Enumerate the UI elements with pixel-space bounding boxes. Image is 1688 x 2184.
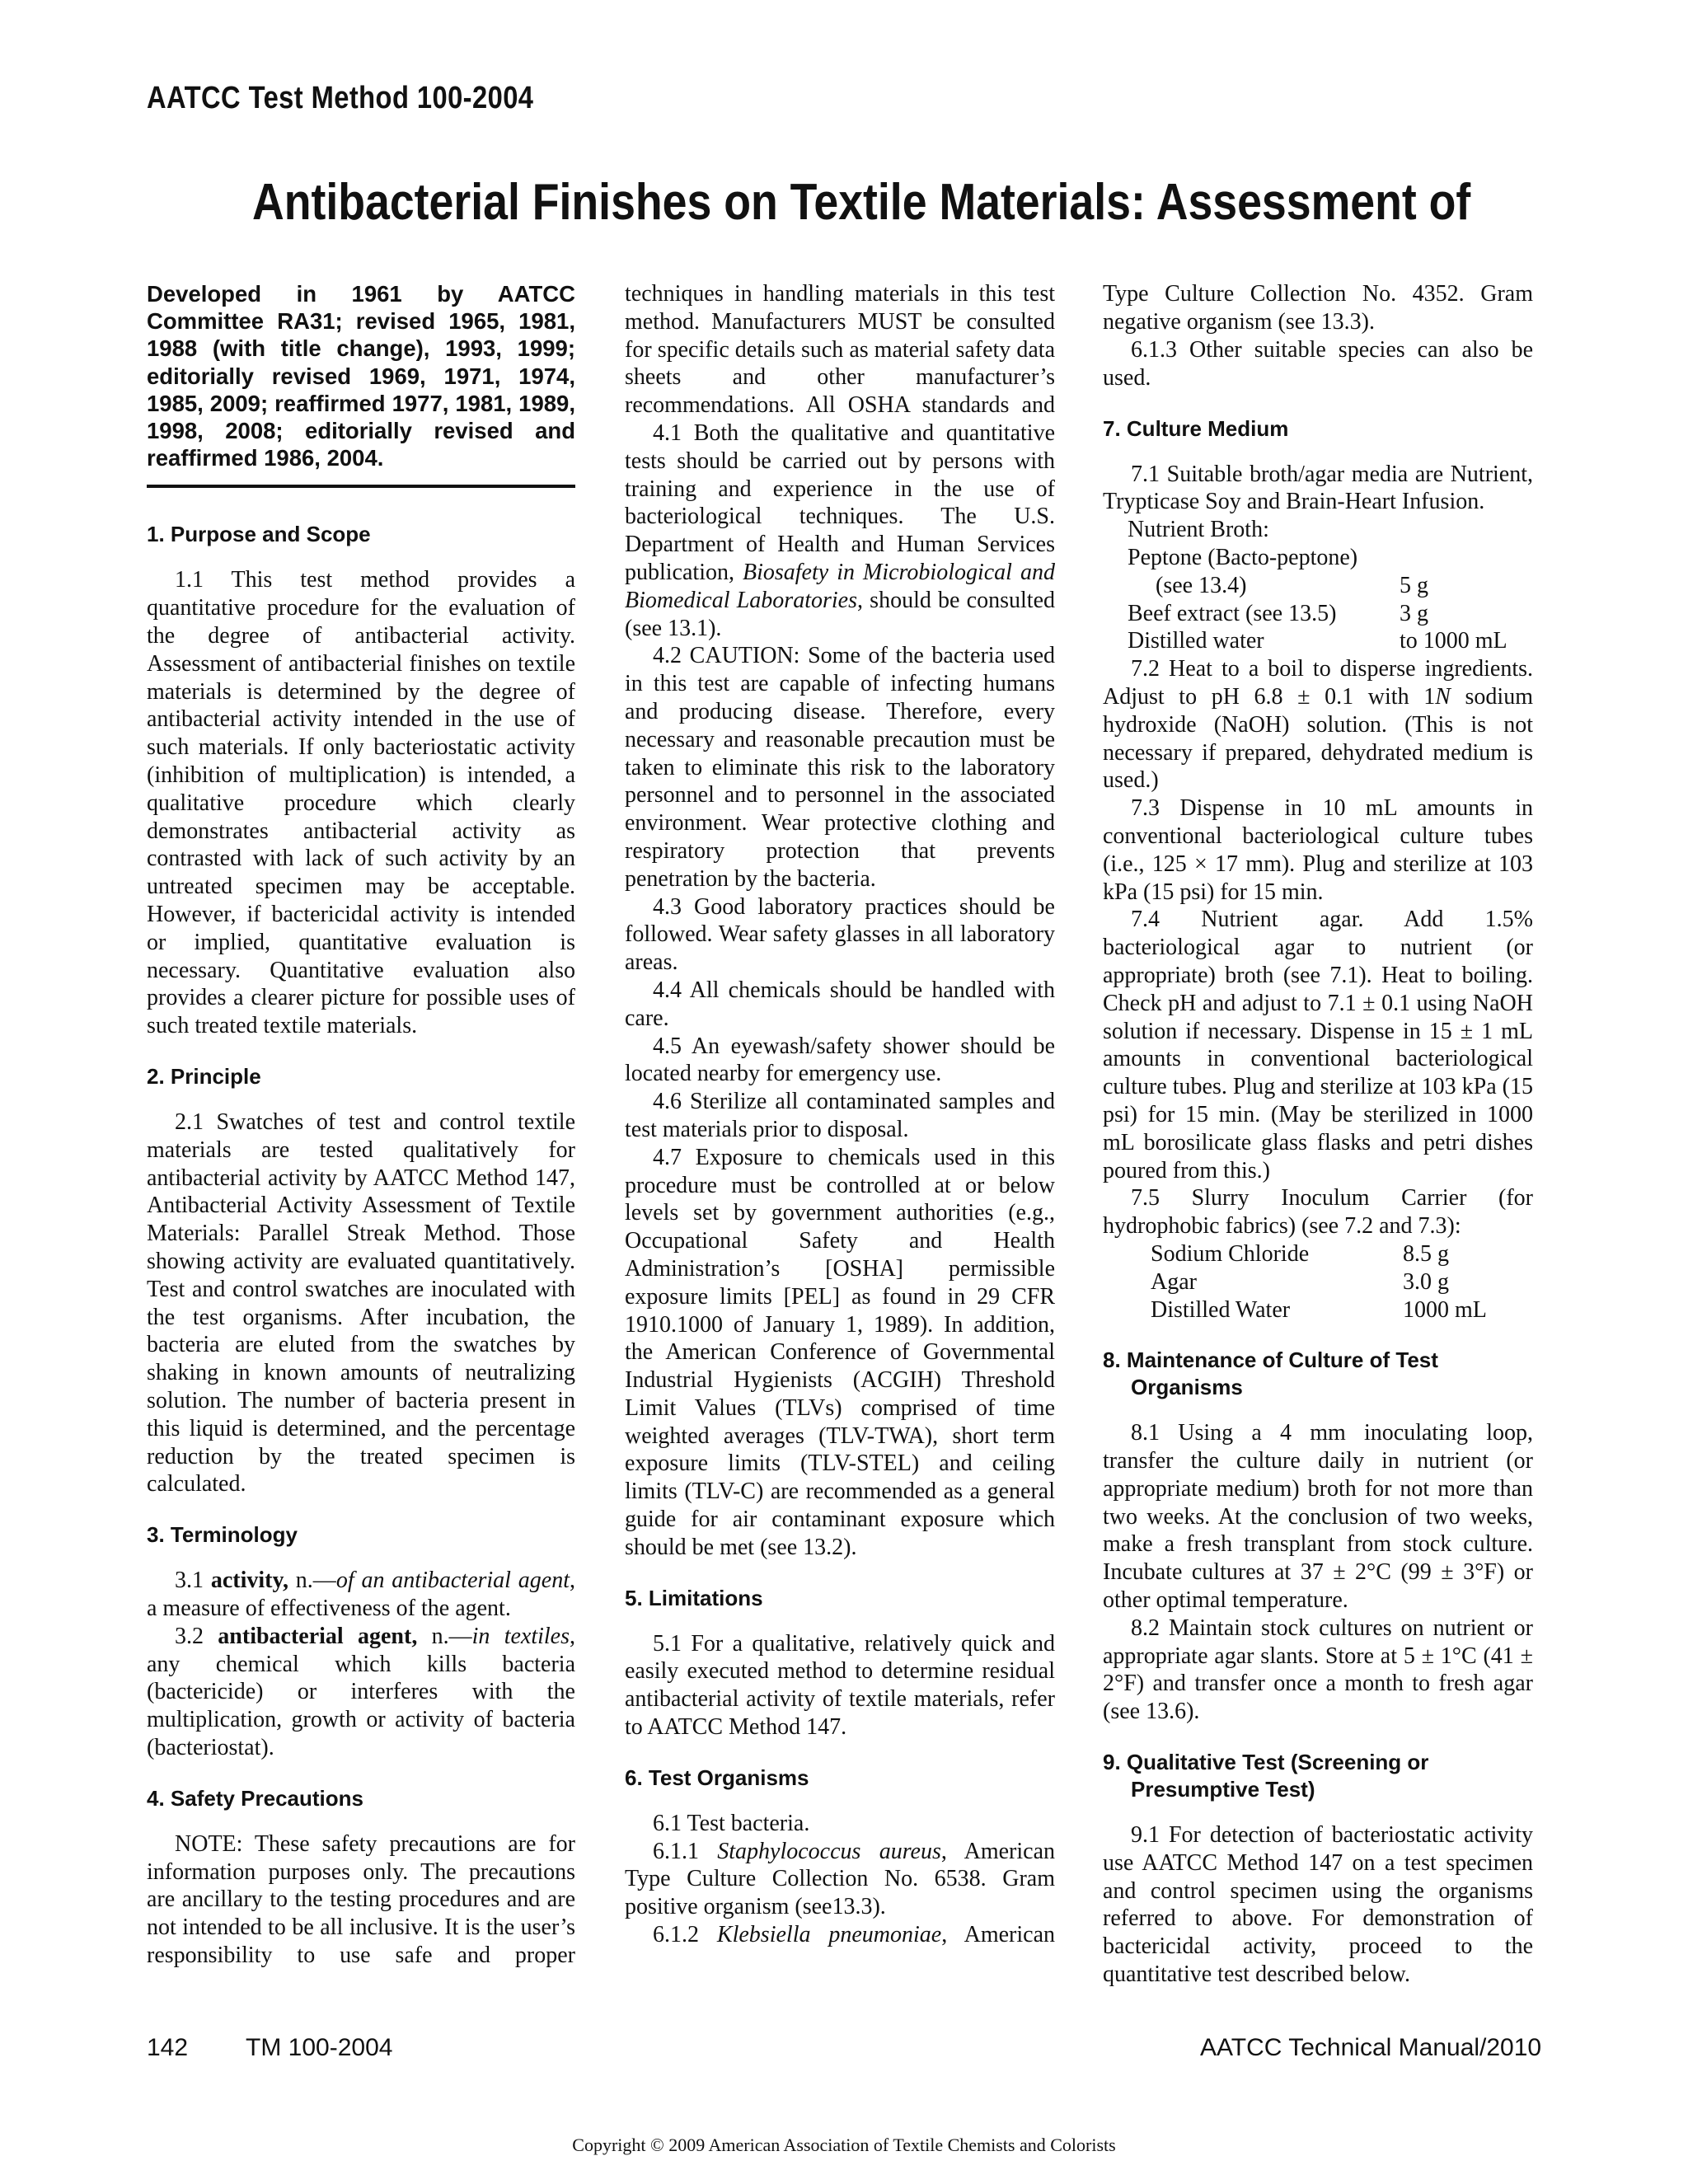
term-activity: 3.1 activity, n.—of an antibacterial agent, a measure of effectiveness of the agent.: [147, 1568, 576, 1621]
recipe-peptone-ref: (see 13.4): [1156, 572, 1247, 598]
section-heading-safety: 4. Safety Precautions: [147, 1785, 363, 1811]
recipe-beef-amount: 3 g: [1400, 600, 1428, 626]
slurry-amount: 8.5 g: [1403, 1240, 1449, 1267]
paragraph-4-7: 4.7 Exposure to chemicals used in this procedure must be controlled at or below levels set by government authorities (e.g., Occupational Safety and Health Administration’s [OSHA] permissible exposure limits [PEL] as found in 29 CFR 1910.1000 of January 1, 1989). In addition, the American Conference of Governmental Industrial Hygienists (ACGIH) Threshold Limit Values (TLVs) comprised of time weighted averages (TLV-TWA), short term exposure limits (TLV-STEL) and ceiling limits (TLV-C) are recommended as a general guide for air contaminant exposure which should be met (see 13.2).: [625, 1144, 1055, 1560]
footer-manual: AATCC Technical Manual/2010: [1200, 2034, 1542, 2061]
section-heading-limitations: 5. Limitations: [625, 1585, 763, 1610]
slurry-label: Agar: [1151, 1268, 1197, 1295]
recipe-title: Nutrient Broth:: [1128, 517, 1269, 543]
paragraph-7-1: 7.1 Suitable broth/agar media are Nutrient, Trypticase Soy and Brain-Heart Infusion.: [1103, 461, 1533, 515]
slurry-amount: 3.0 g: [1403, 1268, 1449, 1295]
footer-method: TM 100-2004: [246, 2034, 393, 2061]
paragraph-7-3: 7.3 Dispense in 10 mL amounts in conventional bacteriological culture tubes (i.e., 125 × 17 mm). Plug and sterilize at 103 kPa (15 psi) for 15 min.: [1103, 795, 1533, 905]
recipe-beef-label: Beef extract (see 13.5): [1128, 600, 1337, 626]
paragraph-7-2: 7.2 Heat to a boil to disperse ingredients. Adjust to pH 6.8 ± 0.1 with 1N sodium hydroxide (NaOH) solution. (This is not necessary if prepared, dehydrated medium is used.): [1103, 656, 1533, 794]
paragraph-4-6: 4.6 Sterilize all contaminated samples and test materials prior to disposal.: [625, 1089, 1055, 1142]
slurry-amount: 1000 mL: [1403, 1296, 1487, 1323]
paragraph-4-4: 4.4 All chemicals should be handled with care.: [625, 977, 1055, 1031]
paragraph-4-5: 4.5 An eyewash/safety shower should be located nearby for emergency use.: [625, 1033, 1055, 1087]
paragraph-4-2: 4.2 CAUTION: Some of the bacteria used in this test are capable of infecting humans and producing disease. Therefore, every necessary and reasonable precaution must be taken to eliminate this risk to the laboratory personnel and to personnel in the associated environment. Wear protective clothing and respiratory protection that prevents penetration by the bacteria.: [625, 643, 1055, 892]
page-number: 142: [147, 2034, 189, 2061]
section-heading-terminology: 3. Terminology: [147, 1522, 298, 1548]
copyright: Copyright © 2009 American Association of Textile Chemists and Colorists: [572, 2135, 1116, 2155]
page-title: Antibacterial Finishes on Textile Materials: Assessment of: [252, 174, 1471, 231]
paragraph-6-1: 6.1 Test bacteria.: [653, 1810, 810, 1836]
recipe-water-amount: to 1000 mL: [1400, 628, 1507, 654]
paragraph-8-2: 8.2 Maintain stock cultures on nutrient or appropriate agar slants. Store at 5 ± 1°C (41 ± 2°F) and transfer once a month to fresh agar (see 13.6).: [1103, 1615, 1533, 1725]
paragraph-4-1: 4.1 Both the qualitative and quantitative tests should be carried out by persons with training and experience in the use of bacteriological techniques. The U.S. Department of Health and Human Services publication, Biosafety in Microbiological and Biomedical Laboratories, should be consulted (see 13.1).: [625, 420, 1055, 641]
paragraph-7-4: 7.4 Nutrient agar. Add 1.5% bacteriological agar to nutrient (or appropriate) broth (see 7.1). Heat to boiling. Check pH and adjust to 7.1 ± 0.1 using NaOH solution if necessary. Dispense in 15 ± 1 mL amounts in conventional bacteriological culture tubes. Plug and sterilize at 103 kPa (15 psi) for 15 min. (May be sterilized in 1000 mL borosilicate glass flasks and petri dishes poured from this.): [1103, 907, 1533, 1183]
paragraph-6-1-2: 6.1.2 Klebsiella pneumoniae, American: [653, 1922, 1055, 1948]
section-heading-qualitative-test: 9. Qualitative Test (Screening or Presumptive Test): [1103, 1750, 1429, 1802]
safety-note-continued: techniques in handling materials in this test method. Manufacturers MUST be consulted for specific details such as material safety data sheets and other manufacturer’s recommendations. All OSHA standards and: [625, 280, 1055, 419]
running-header: AATCC Test Method 100-2004: [147, 81, 534, 115]
term-antibacterial-agent: 3.2 antibacterial agent, n.—in textiles, any chemical which kills bacteria (bactericide) or interferes with the multiplication, growth or activity of bacteria (bacteriostat).: [147, 1623, 575, 1760]
recipe-peptone-amount: 5 g: [1400, 572, 1428, 598]
paragraph-9-1: 9.1 For detection of bacteriostatic activity use AATCC Method 147 on a test specimen and control specimen using the organisms referred to above. For demonstration of bactericidal activity, proceed to the quantitative test described below.: [1103, 1822, 1533, 1988]
column-3: [1103, 280, 1533, 1989]
paragraph-6-1-3: 6.1.3 Other suitable species can also be used.: [1103, 337, 1533, 391]
paragraph-6-1-1: 6.1.1 Staphylococcus aureus, American Type Culture Collection No. 6538. Gram positive organism (see13.3).: [625, 1838, 1055, 1920]
column-1: [147, 280, 575, 1969]
slurry-label: Distilled Water: [1151, 1296, 1291, 1323]
development-note: Developed in 1961 by AATCC Committee RA31; revised 1965, 1981, 1988 (with title change), 1993, 1999; editorially revised 1969, 1971, 1974, 1985, 2009; reaffirmed 1977, 1981, 1989, 1998, 2008; editorially revised and reaffirmed 1986, 2004.: [147, 281, 575, 471]
section-heading-culture-medium: 7. Culture Medium: [1103, 415, 1289, 441]
paragraph-2-1: 2.1 Swatches of test and control textile materials are tested qualitatively for antibacterial activity by AATCC Method 147, Antibacterial Activity Assessment of Textile Materials: Parallel Streak Method. Those showing activity are evaluated quantitatively. Test and control swatches are inoculated with the test organisms. After incubation, the bacteria are eluted from the swatches by shaking in known amounts of neutralizing solution. The number of bacteria present in this liquid is determined, and the percentage reduction by the treated specimen is calculated.: [147, 1108, 575, 1497]
section-heading-purpose: 1. Purpose and Scope: [147, 522, 371, 547]
slurry-recipe: [1103, 1240, 1533, 1324]
slurry-label: Sodium Chloride: [1151, 1240, 1310, 1267]
section-divider: [147, 485, 575, 488]
recipe-peptone-label: Peptone (Bacto-peptone): [1128, 544, 1358, 570]
section-heading-principle: 2. Principle: [147, 1063, 261, 1089]
safety-note: NOTE: These safety precautions are for information purposes only. The precautions are ancillary to the testing procedures and are not intended to be all inclusive. It is the user’s responsibility to use safe and proper: [147, 1830, 575, 1968]
paragraph-8-1: 8.1 Using a 4 mm inoculating loop, transfer the culture daily in nutrient (or appropriate medium) broth for not more than two weeks. At the conclusion of two weeks, make a fresh transplant from stock culture. Incubate cultures at 37 ± 2°C (99 ± 3°F) or other optimal temperature.: [1103, 1420, 1533, 1614]
paragraph-1-1: 1.1 This test method provides a quantitative procedure for the evaluation of the degree of antibacterial activity. Assessment of antibacterial finishes on textile materials is determined by the degree of antibacterial activity intended in the use of such materials. If only bacteriostatic activity (inhibition of multiplication) is intended, a qualitative procedure which clearly demonstrates antibacterial activity as contrasted with lack of such activity by an untreated specimen may be acceptable. However, if bactericidal activity is intended or implied, quantitative evaluation is necessary. Quantitative evaluation also provides a clearer picture for possible uses of such treated textile materials.: [147, 567, 575, 1039]
paragraph-4-3: 4.3 Good laboratory practices should be followed. Wear safety glasses in all laboratory areas.: [625, 893, 1055, 976]
paragraph-7-5: 7.5 Slurry Inoculum Carrier (for hydrophobic fabrics) (see 7.2 and 7.3):: [1103, 1185, 1533, 1240]
paragraph-5-1: 5.1 For a qualitative, relatively quick and easily executed method to determine residual antibacterial activity of textile materials, refer to AATCC Method 147.: [625, 1630, 1055, 1741]
column-2: [625, 280, 1055, 1949]
section-heading-maintenance: 8. Maintenance of Culture of Test Organisms: [1103, 1347, 1438, 1400]
paragraph-6-1-2-continued: Type Culture Collection No. 4352. Gram negative organism (see 13.3).: [1103, 280, 1533, 335]
recipe-water-label: Distilled water: [1128, 628, 1264, 654]
section-heading-test-organisms: 6. Test Organisms: [625, 1765, 809, 1790]
nutrient-broth-recipe: [1103, 516, 1533, 655]
